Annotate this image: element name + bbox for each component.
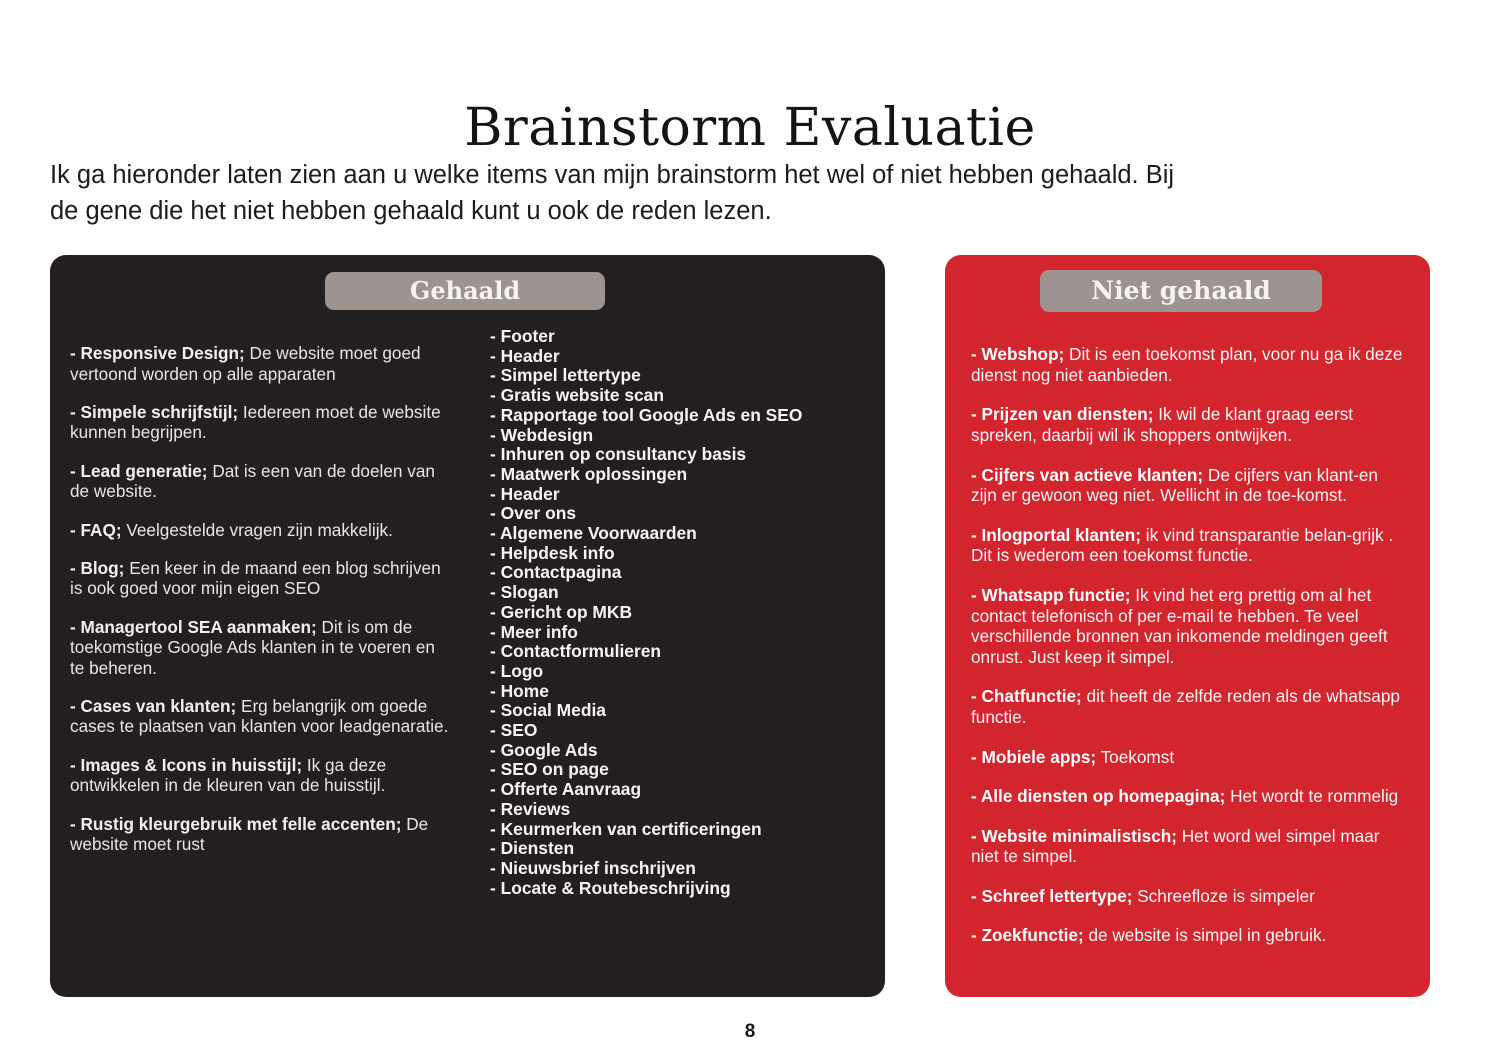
- list-item: - SEO on page: [490, 759, 609, 780]
- list-item: - Home: [490, 680, 549, 701]
- list-item: - Header: [490, 483, 560, 504]
- list-item-description: Dit is om de toekomstige Google Ads klanten in te voeren en te beheren.: [70, 616, 435, 678]
- list-item: [70, 520, 450, 540]
- list-item: [971, 686, 1406, 727]
- list-item-term: - Responsive Design;: [70, 343, 245, 364]
- list-item: - Google Ads: [490, 739, 598, 760]
- list-item: [971, 585, 1406, 667]
- list-item-term: - Lead generatie;: [70, 460, 208, 481]
- list-item: - Offerte Aanvraag: [490, 779, 642, 800]
- intro-line-1: Ik ga hieronder laten zien aan u welke items van mijn brainstorm het wel of niet hebben gehaald. Bij: [50, 161, 1175, 189]
- list-item: - Algemene Voorwaarden: [490, 523, 697, 544]
- list-item-term: - Rustig kleurgebruik met felle accenten;: [70, 813, 402, 834]
- list-item-description: Een keer in de maand een blog schrijven is ook goed voor mijn eigen SEO: [70, 558, 441, 599]
- list-item-description: Het wordt te rommelig: [1225, 786, 1399, 807]
- list-item-description: Ik wil de klant graag eerst spreken, daarbij wil ik shoppers ontwijken.: [971, 404, 1354, 445]
- list-item-description: ik vind transparantie belan-grijk . Dit is wederom een toekomst functie.: [971, 524, 1394, 566]
- intro-paragraph: [50, 157, 1410, 229]
- list-item-term: - Cijfers van actieve klanten;: [971, 464, 1204, 485]
- list-item-term: - Website minimalistisch;: [971, 825, 1177, 846]
- intro-line-2: de gene die het niet hebben gehaald kunt u ook de reden lezen.: [50, 197, 772, 225]
- list-item-term: - Prijzen van diensten;: [971, 404, 1154, 425]
- list-item: [971, 886, 1406, 907]
- list-item: - Slogan: [490, 582, 559, 603]
- list-item-description: Dat is een van de doelen van de website.: [70, 460, 435, 502]
- list-item: [971, 786, 1406, 807]
- list-item: [70, 755, 450, 796]
- list-item: - Header: [490, 345, 560, 366]
- list-item-description: Toekomst: [1096, 746, 1175, 767]
- list-item: [70, 814, 450, 855]
- list-item-term: - Whatsapp functie;: [971, 584, 1131, 605]
- page-number: 8: [744, 1021, 756, 1042]
- list-item: - Simpel lettertype: [490, 365, 641, 386]
- list-item-description: de website is simpel in gebruik.: [1083, 925, 1327, 946]
- niet-gehaald-entries-column: [971, 327, 1406, 965]
- list-item-term: - Inlogportal klanten;: [971, 524, 1141, 545]
- list-item-description: Ik ga deze ontwikkelen in de kleuren van de huisstijl.: [70, 754, 387, 796]
- list-item: - Gericht op MKB: [490, 601, 633, 622]
- list-item: - SEO: [490, 720, 538, 741]
- list-item-description: Iedereen moet de website kunnen begrijpen.: [70, 402, 441, 443]
- list-item: - Social Media: [490, 700, 606, 721]
- list-item: - Nieuwsbrief inschrijven: [490, 857, 696, 878]
- list-item: - Meer info: [490, 621, 578, 642]
- list-item: [70, 696, 450, 737]
- list-item-term: - Alle diensten op homepagina;: [971, 786, 1226, 807]
- list-item-description: Dit is een toekomst plan, voor nu ga ik deze dienst nog niet aanbieden.: [971, 344, 1403, 385]
- list-item: - Contactformulieren: [490, 641, 662, 662]
- list-item: [70, 343, 450, 384]
- list-item: [971, 826, 1406, 867]
- list-item-term: - Mobiele apps;: [971, 746, 1097, 767]
- list-item-description: dit heeft de zelfde reden als de whatsapp functie.: [971, 686, 1400, 727]
- list-item: [70, 461, 450, 502]
- list-item: [971, 465, 1406, 506]
- list-item: - Reviews: [490, 798, 571, 819]
- list-item-description: Ik vind het erg prettig om al het contact telefonisch of per e-mail te hebben. Te veel verschillende bronnen van inkomende meldingen geeft onrust. Just keep it simpel.: [971, 584, 1388, 667]
- list-item-description: Het word wel simpel maar niet te simpel.: [971, 825, 1380, 867]
- list-item: [70, 402, 450, 443]
- list-item: [971, 344, 1406, 385]
- list-item: - Logo: [490, 660, 544, 681]
- list-item: - Rapportage tool Google Ads en SEO: [490, 404, 803, 425]
- list-item: [971, 747, 1406, 768]
- list-item-term: - Images & Icons in huisstijl;: [70, 754, 303, 775]
- page-title: Brainstorm Evaluatie: [464, 97, 1036, 158]
- list-item-term: - FAQ;: [70, 519, 122, 540]
- list-item: - Inhuren op consultancy basis: [490, 444, 747, 465]
- list-item: [971, 925, 1406, 946]
- list-item-description: De cijfers van klant-en zijn er gewoon weg niet. Wellicht in de toe-komst.: [971, 464, 1378, 506]
- list-item-description: Veelgestelde vragen zijn makkelijk.: [121, 519, 393, 540]
- list-item: - Contactpagina: [490, 562, 622, 583]
- list-item: - Maatwerk oplossingen: [490, 463, 688, 484]
- list-item: - Footer: [490, 326, 555, 346]
- niet-gehaald-badge: Niet gehaald: [1040, 270, 1322, 312]
- list-item-term: - Simpele schrijfstijl;: [70, 402, 239, 422]
- list-item-term: - Blog;: [70, 558, 125, 579]
- list-item-term: - Schreef lettertype;: [971, 885, 1133, 906]
- list-item-description: Schreefloze is simpeler: [1132, 885, 1315, 906]
- list-item-term: - Zoekfunctie;: [971, 925, 1084, 946]
- list-item: - Locate & Routebeschrijving: [490, 877, 731, 898]
- list-item: [971, 404, 1406, 445]
- gehaald-card: [50, 255, 885, 997]
- list-item-term: - Chatfunctie;: [971, 686, 1082, 707]
- gehaald-entries-column: [70, 326, 450, 873]
- gehaald-badge: Gehaald: [325, 272, 605, 310]
- niet-gehaald-card: [945, 255, 1430, 997]
- list-item-description: De website moet rust: [70, 813, 429, 855]
- list-item: - Helpdesk info: [490, 542, 615, 563]
- list-item: - Diensten: [490, 838, 575, 859]
- list-item: - Gratis website scan: [490, 385, 664, 406]
- gehaald-bullets-column: [490, 327, 870, 898]
- list-item: [70, 558, 450, 599]
- list-item-description: Erg belangrijk om goede cases te plaatsen van klanten voor leadgenaratie.: [70, 696, 449, 737]
- list-item-term: - Webshop;: [971, 344, 1065, 365]
- list-item: - Keurmerken van certificeringen: [490, 818, 762, 839]
- list-item: - Webdesign: [490, 424, 594, 445]
- list-item: - Over ons: [490, 503, 577, 524]
- list-item: [971, 525, 1406, 566]
- list-item-term: - Cases van klanten;: [70, 696, 237, 717]
- list-item: [70, 617, 450, 678]
- list-item-term: - Managertool SEA aanmaken;: [70, 616, 317, 637]
- list-item-description: De website moet goed vertoond worden op alle apparaten: [70, 343, 421, 384]
